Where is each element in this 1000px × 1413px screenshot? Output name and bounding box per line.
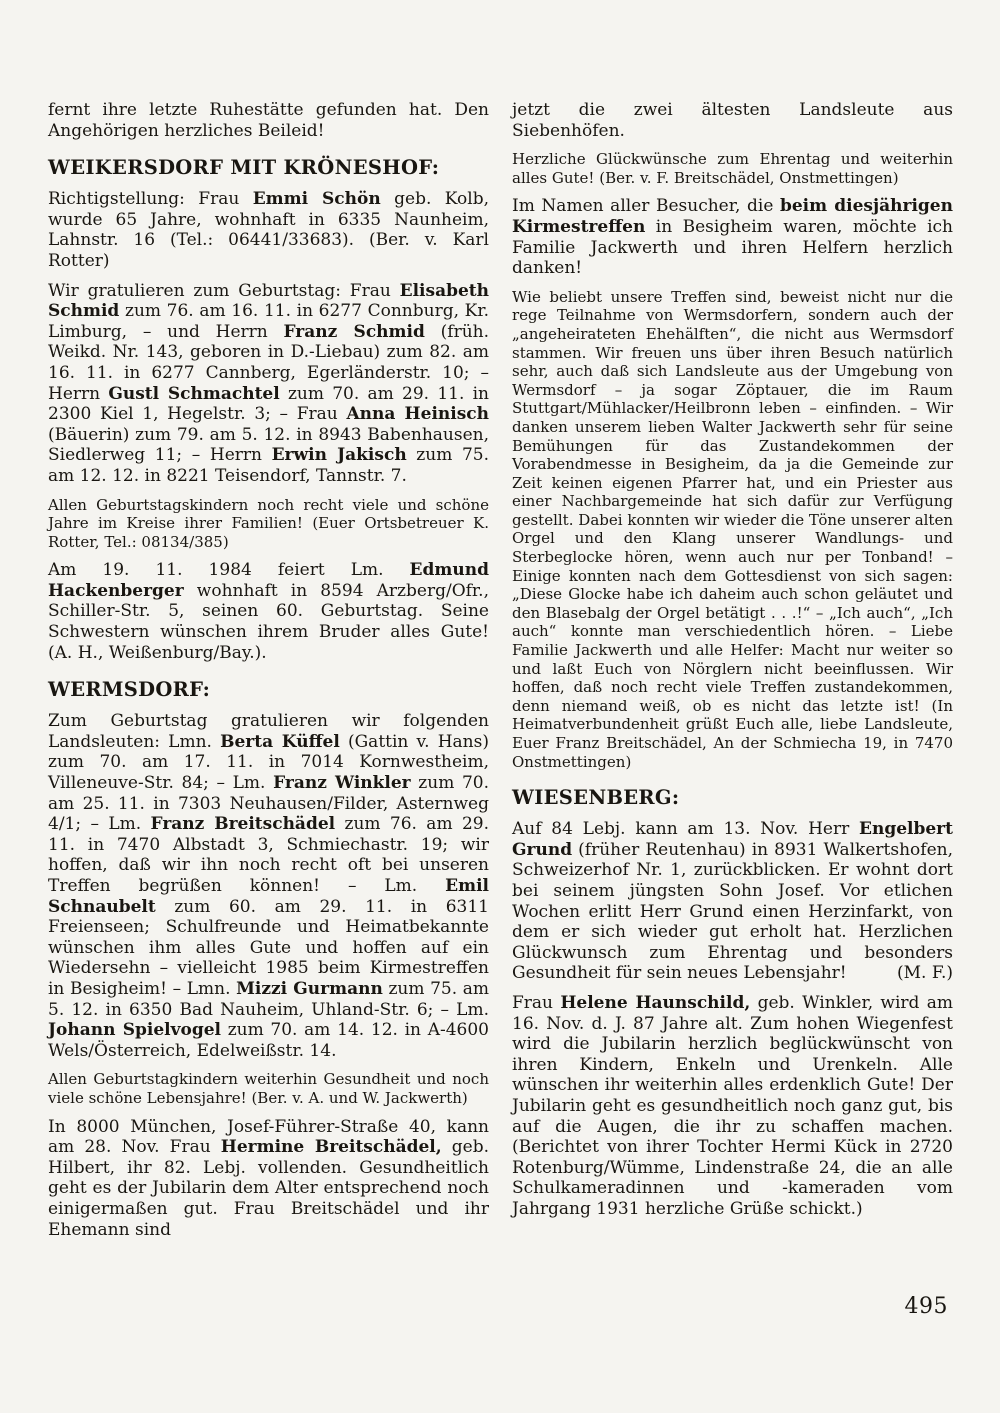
bold-text: Erwin Jakisch [271, 445, 407, 466]
text-run: Richtigstellung: Frau [48, 189, 253, 210]
text-run: zum 75. am 12. 12. in 8221 Teisendorf, Tannstr. 7. [48, 445, 489, 486]
text-run: zum 76. am 29. 11. in 7470 Albstadt 3, Schmiechastr. 19; wir hoffen, daß wir ihn noch recht oft bei unseren Treffen begrüßen können! – Lm. [48, 814, 489, 896]
text-run: jetzt die zwei ältesten Landsleute aus Siebenhöfen. [512, 100, 953, 141]
text-run: Frau [512, 992, 561, 1013]
text-run: geb. Kolb, wurde 65 Jahre, wohnhaft in 6335 Naunheim, Lahnstr. 16 (Tel.: 06441/33683). (Ber. v. Karl Rotter) [48, 189, 489, 271]
text-run: zum 70. am 25. 11. in 7303 Neuhausen/Filder, Asternweg 4/1; – Lm. [48, 773, 490, 835]
section-heading [512, 786, 953, 809]
text-run: zum 60. am 29. 11. in 6311 Freienseen; Schulfreunde und Heimatbekannte wünschen ihm alles Gute und hoffen auf ein Wiedersehn – vielleicht 1985 beim Kirmestreffen in Besigheim! – Lmn. [48, 896, 489, 999]
bold-text: Johann Spielvogel [48, 1020, 221, 1041]
text-run: wohnhaft in 8594 Arzberg/Ofr., Schiller-Str. 5, seinen 60. Geburtstag. Seine Schwestern wünschen ihrem Bruder alles Gute! (A. H., Weißenburg/Bay.). [48, 580, 489, 663]
text-run: (früh. Weikd. Nr. 143, geboren in D.-Liebau) zum 82. am 16. 11. in 6277 Cannberg, Egerländerstr. 10; – Herrn [48, 321, 489, 404]
bold-text: Elisabeth Schmid [48, 280, 489, 322]
text-run: (Gattin v. Hans) zum 70. am 17. 11. in 7014 Kornwestheim, Villeneuve-Str. 84; – Lm. [48, 731, 489, 794]
text-run: fernt ihre letzte Ruhestätte gefunden hat. Den Angehörigen herzliches Beileid! [48, 100, 489, 141]
text-run: Am 19. 11. 1984 feiert Lm. [48, 560, 410, 581]
text-run: (früher Reutenhau) in 8931 Walkertshofen, Schweizerhof Nr. 1, zurückblicken. Er wohnt dort bei seinem jüngsten Sohn Josef. Vor etlichen Wochen erlitt Herr Grund einen Herzinfarkt, von dem er sich wieder gut erholt hat. Herzlichen Glückwunsch zum Ehrentag und besonders Gesundheit für sein neues Lebensjahr! [512, 839, 953, 984]
text-run: zum 76. am 16. 11. in 6277 Connburg, Kr. Limburg, – und Herrn [48, 301, 489, 342]
text-run: Auf 84 Lebj. kann am 13. Nov. Herr [512, 819, 859, 840]
paragraph [48, 1070, 489, 1107]
paragraph [48, 100, 489, 141]
text-run: In 8000 München, Josef-Führer-Straße 40, kann am 28. Nov. Frau [48, 1116, 489, 1158]
right-aligned-initials: (M. F.) [896, 963, 953, 984]
bold-text: Hermine Breitschädel, [220, 1137, 442, 1158]
paragraph [48, 560, 489, 663]
text-run: zum 75. am 5. 12. in 6350 Bad Nauheim, Uhland-Str. 6; – Lm. [48, 978, 489, 1020]
text-run: WEIKERSDORF MIT KRÖNESHOF: [48, 156, 440, 180]
bold-text: Anna Heinisch [346, 404, 489, 425]
paragraph [48, 1117, 489, 1241]
text-run: Zum Geburtstag gratulieren wir folgenden Landsleuten: Lmn. [48, 711, 489, 752]
text-run: Herzliche Glückwünsche zum Ehrentag und weiterhin alles Gute! (Ber. v. F. Breitschädel, Onstmettingen) [512, 150, 953, 187]
text-run: Im Namen aller Besucher, die [512, 196, 780, 217]
paragraph [48, 189, 489, 271]
bold-text: Emil Schnaubelt [48, 876, 489, 917]
text-run: Wie beliebt unsere Treffen sind, beweist nicht nur die rege Teilnahme von Wermsdorfern, sondern auch der „angeheirateten Ehehälften“, die nicht aus Wermsdorf stammen. Wir freuen uns über ihren Besuch natürlich sehr, auch daß sich Landsleute aus der Umgebung von Wermsdorf – ja sogar Zöptauer, die im Raum Stuttgart/Mühlacker/Heilbronn leben – einfinden. – Wir danken unserem lieben Walter Jackwerth sehr für seine Bemühungen für das Zustandekommen der Vorabendmesse in Besigheim, da ja die Gemeinde zur Zeit keinen eigenen Pfarrer hat, und ein Priester aus einer Nachbargemeinde hat sich dafür zur Verfügung gestellt. Dabei konnten wir wieder die Töne unserer alten Orgel und den Klang unserer Wandlungs- und Sterbeglocke hören, wenn auch nur per Tonband! – Einige konnten nach dem Gottesdienst von sich sagen: „Diese Glocke habe ich daheim auch schon geläutet und den Blasebalg der Orgel betätigt . . .!“ – „Ich auch“, „Ich auch“ konnte man verschiedentlich hören. – Liebe Familie Jackwerth und alle Helfer: Macht nur weiter so und laßt Euch von Nörglern nicht beeinflussen. Wir hoffen, daß noch recht viele Treffen zustandekommen, denn niemand weiß, ob es nicht das letzte ist! (In Heimatverbundenheit grüßt Euch alle, liebe Landsleute, Euer Franz Breitschädel, An der Schmiecha 19, in 7470 Onstmettingen) [512, 287, 953, 771]
text-run: zum 70. am 29. 11. in 2300 Kiel 1, Hegelstr. 3; – Frau [48, 383, 489, 425]
text-run: geb. Winkler, wird am 16. Nov. d. J. 87 Jahre alt. Zum hohen Wiegenfest wird die Jubilarin herzlich beglückwünscht von ihren Kindern, Enkeln und Urenkeln. Alle wünschen ihr weiterhin alles erdenklich Gute! Der Jubilarin geht es gesundheitlich noch ganz gut, bis auf die Augen, die ihr zu schaffen machen. (Berichtet von ihrer Tochter Hermi Kück in 2720 Rotenburg/Wümme, Lindenstraße 24, die an alle Schulkameradinnen und -kameraden vom Jahrgang 1931 herzliche Grüße schickt.) [512, 992, 953, 1219]
text-run: WERMSDORF: [48, 678, 211, 702]
bold-text: Berta Küffel [220, 731, 340, 752]
section-heading [48, 678, 489, 701]
right-column [512, 100, 953, 1228]
paragraph [512, 288, 953, 771]
bold-text: Franz Schmid [283, 321, 425, 342]
bold-text: Edmund Hackenberger [48, 560, 489, 601]
left-column [48, 100, 489, 1249]
paragraph [48, 496, 489, 552]
bold-text: Franz Breitschädel [150, 814, 336, 835]
text-run: (Bäuerin) zum 79. am 5. 12. in 8943 Babenhausen, Siedlerweg 11; – Herrn [48, 424, 489, 466]
two-column-text-area [48, 100, 953, 1249]
paragraph [512, 819, 953, 984]
bold-text: Mizzi Gurmann [236, 978, 383, 999]
paragraph [512, 196, 953, 278]
page-number: 495 [904, 1294, 948, 1319]
bold-text: Helene Haunschild, [560, 992, 751, 1013]
text-run: geb. Hilbert, ihr 82. Lebj. vollenden. Gesundheitlich geht es der Jubilarin dem Alter entsprechend noch einigermaßen gut. Frau Breitschädel und ihr Ehemann sind [48, 1137, 490, 1240]
text-run: in Besigheim waren, möchte ich Familie Jackwerth und ihren Helfern herzlich danken! [512, 216, 953, 279]
text-run: Allen Geburtstagkindern weiterhin Gesundheit und noch viele schöne Lebensjahre! (Ber. v. A. und W. Jackwerth) [48, 1070, 489, 1107]
text-run: Wir gratulieren zum Geburtstag: Frau [48, 280, 400, 301]
bold-text: Emmi Schön [252, 189, 381, 210]
paragraph [512, 100, 953, 141]
text-run: WIESENBERG: [512, 786, 680, 810]
bold-text: beim diesjährigen Kirmestreffen [512, 196, 953, 237]
bold-text: Franz Winkler [273, 773, 411, 794]
bold-text: Gustl Schmachtel [108, 383, 280, 404]
text-run: Allen Geburtstagskindern noch recht viele und schöne Jahre im Kreise ihrer Familien! (Euer Ortsbetreuer K. Rotter, Tel.: 08134/385) [48, 495, 489, 551]
paragraph [48, 711, 489, 1061]
text-run: zum 70. am 14. 12. in A-4600 Wels/Österreich, Edelweißstr. 14. [48, 1020, 490, 1061]
paragraph [48, 281, 489, 487]
paragraph [512, 150, 953, 187]
section-heading [48, 156, 489, 179]
bold-text: Engelbert Grund [512, 819, 953, 860]
paragraph [512, 993, 953, 1220]
